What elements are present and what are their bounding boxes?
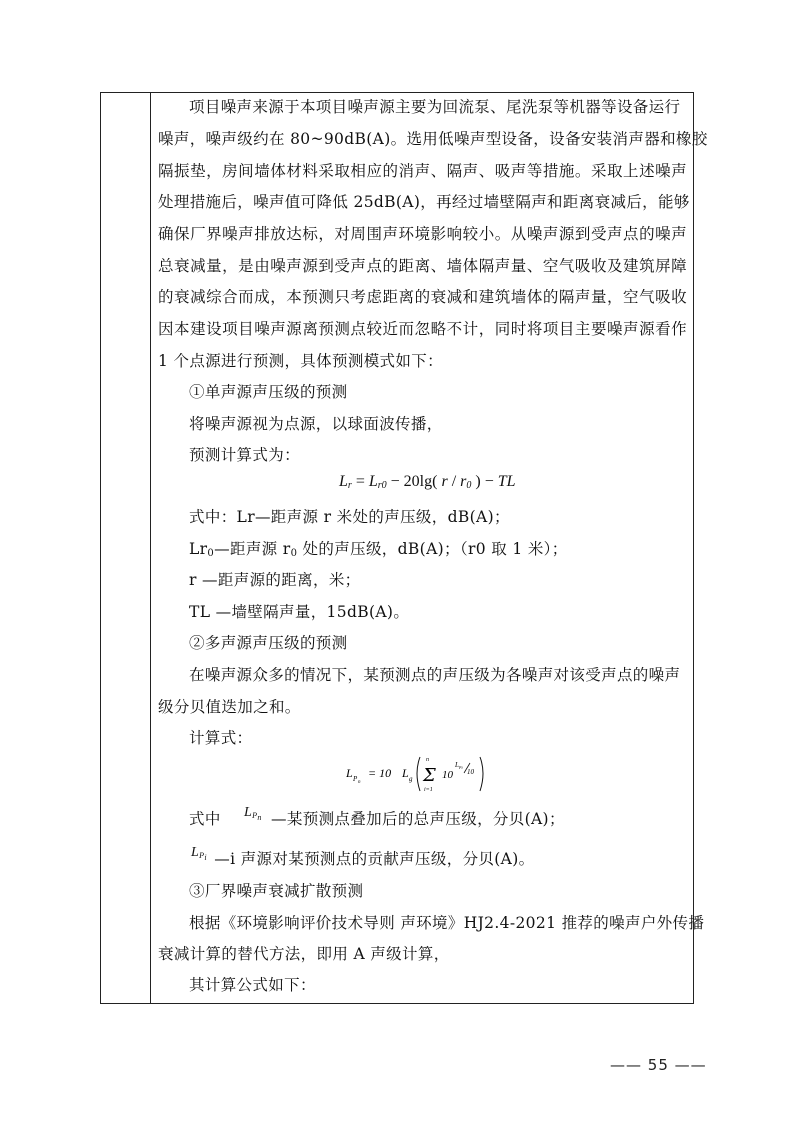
paragraph-line: 1 个点源进行预测，具体预测模式如下：: [158, 352, 443, 370]
section1-where-lr0: $Lr_0—$距声源 $r_0$ 处的声压级，dB(A)；（r0 取 1 米）；: [189, 540, 568, 559]
table-column-divider: [150, 93, 151, 1003]
svg-text:Pi: Pi: [459, 765, 463, 770]
section3-desc: 其计算公式如下：: [189, 976, 316, 994]
paragraph-line: 确保厂界噪声排放达标，对周围声环境影响较小。从噪声源到受声点的噪声: [158, 225, 687, 243]
summation-formula-graphic: [346, 751, 506, 797]
section2-where-contribution: $L_{P_i}$ —i 声源对某预测点的贡献声压级，分贝(A)。: [191, 845, 535, 868]
paragraph-line: 处理措施后，噪声值可降低 25dB(A)，再经过墙壁隔声和距离衰减后，能够: [158, 193, 690, 211]
svg-text:L: L: [455, 761, 459, 769]
svg-text:10: 10: [467, 768, 474, 776]
svg-text:= 10: = 10: [368, 766, 392, 780]
svg-text:n: n: [358, 780, 361, 785]
svg-text:P: P: [353, 775, 358, 783]
section3-desc: 衰减计算的替代方法，即用 A 声级计算，: [158, 945, 450, 963]
svg-text:10: 10: [442, 769, 453, 781]
svg-text:i=1: i=1: [424, 787, 433, 793]
formula-single-source: $L_r = L_{r0} - 20\lg$( r / $r_0$ ) − TL: [339, 473, 516, 491]
lpn-symbol: $L_{P_n}$: [243, 805, 262, 822]
svg-text:Σ: Σ: [423, 765, 436, 786]
section2-where-total: 式中 $L_{P_n}$ —某预测点叠加后的总声压级，分贝(A)；: [189, 805, 565, 828]
paragraph-line: 的衰减综合而成，本预测只考虑距离的衰减和建筑墙体的隔声量，空气吸收: [158, 288, 687, 306]
section1-where-lr: 式中：Lr—距声源 r 米处的声压级，dB(A)；: [189, 508, 510, 526]
svg-text:L: L: [402, 766, 409, 780]
paragraph-line: 因本建设项目噪声源离预测点较近而忽略不计，同时将项目主要噪声源看作: [158, 320, 687, 338]
section1-formula-label: 预测计算式为：: [189, 446, 300, 464]
section3-title: ③厂界噪声衰减扩散预测: [189, 882, 364, 900]
section2-formula-label: 计算式：: [189, 729, 253, 747]
paragraph-line: 噪声，噪声级约在 80~90dB(A)。选用低噪声型设备，设备安装消声器和橡胶: [158, 130, 708, 148]
paragraph-line: 总衰减量，是由噪声源到受声点的距离、墙体隔声量、空气吸收及建筑屏障: [158, 257, 687, 275]
section1-where-tl: TL —墙壁隔声量，15dB(A)。: [189, 603, 410, 621]
section1-desc: 将噪声源视为点源，以球面波传播，: [189, 415, 443, 433]
section3-desc: 根据《环境影响评价技术导则 声环境》HJ2.4-2021 推荐的噪声户外传播: [189, 914, 705, 932]
section1-where-r: r —距声源的距离，米；: [189, 571, 361, 589]
section2-title: ②多声源声压级的预测: [189, 634, 348, 652]
section1-title: ①单声源声压级的预测: [189, 383, 348, 401]
section2-desc: 在噪声源众多的情况下，某预测点的声压级为各噪声对该受声点的噪声: [189, 666, 681, 684]
paragraph-line: 项目噪声来源于本项目噪声源主要为回流泵、尾洗泵等机器等设备运行: [189, 98, 681, 116]
content-table: [100, 92, 708, 1004]
formula-multi-source: [346, 751, 506, 801]
section2-desc: 级分贝值迭加之和。: [158, 698, 301, 716]
svg-text:L: L: [346, 766, 353, 780]
svg-text:g: g: [409, 775, 413, 783]
svg-text:n: n: [426, 757, 429, 763]
page-number: —— 55 ——: [610, 1056, 707, 1074]
lpi-symbol: $L_{P_i}$: [191, 845, 207, 862]
paragraph-line: 隔振垫，房间墙体材料采取相应的消声、隔声、吸声等措施。采取上述噪声: [158, 162, 687, 180]
